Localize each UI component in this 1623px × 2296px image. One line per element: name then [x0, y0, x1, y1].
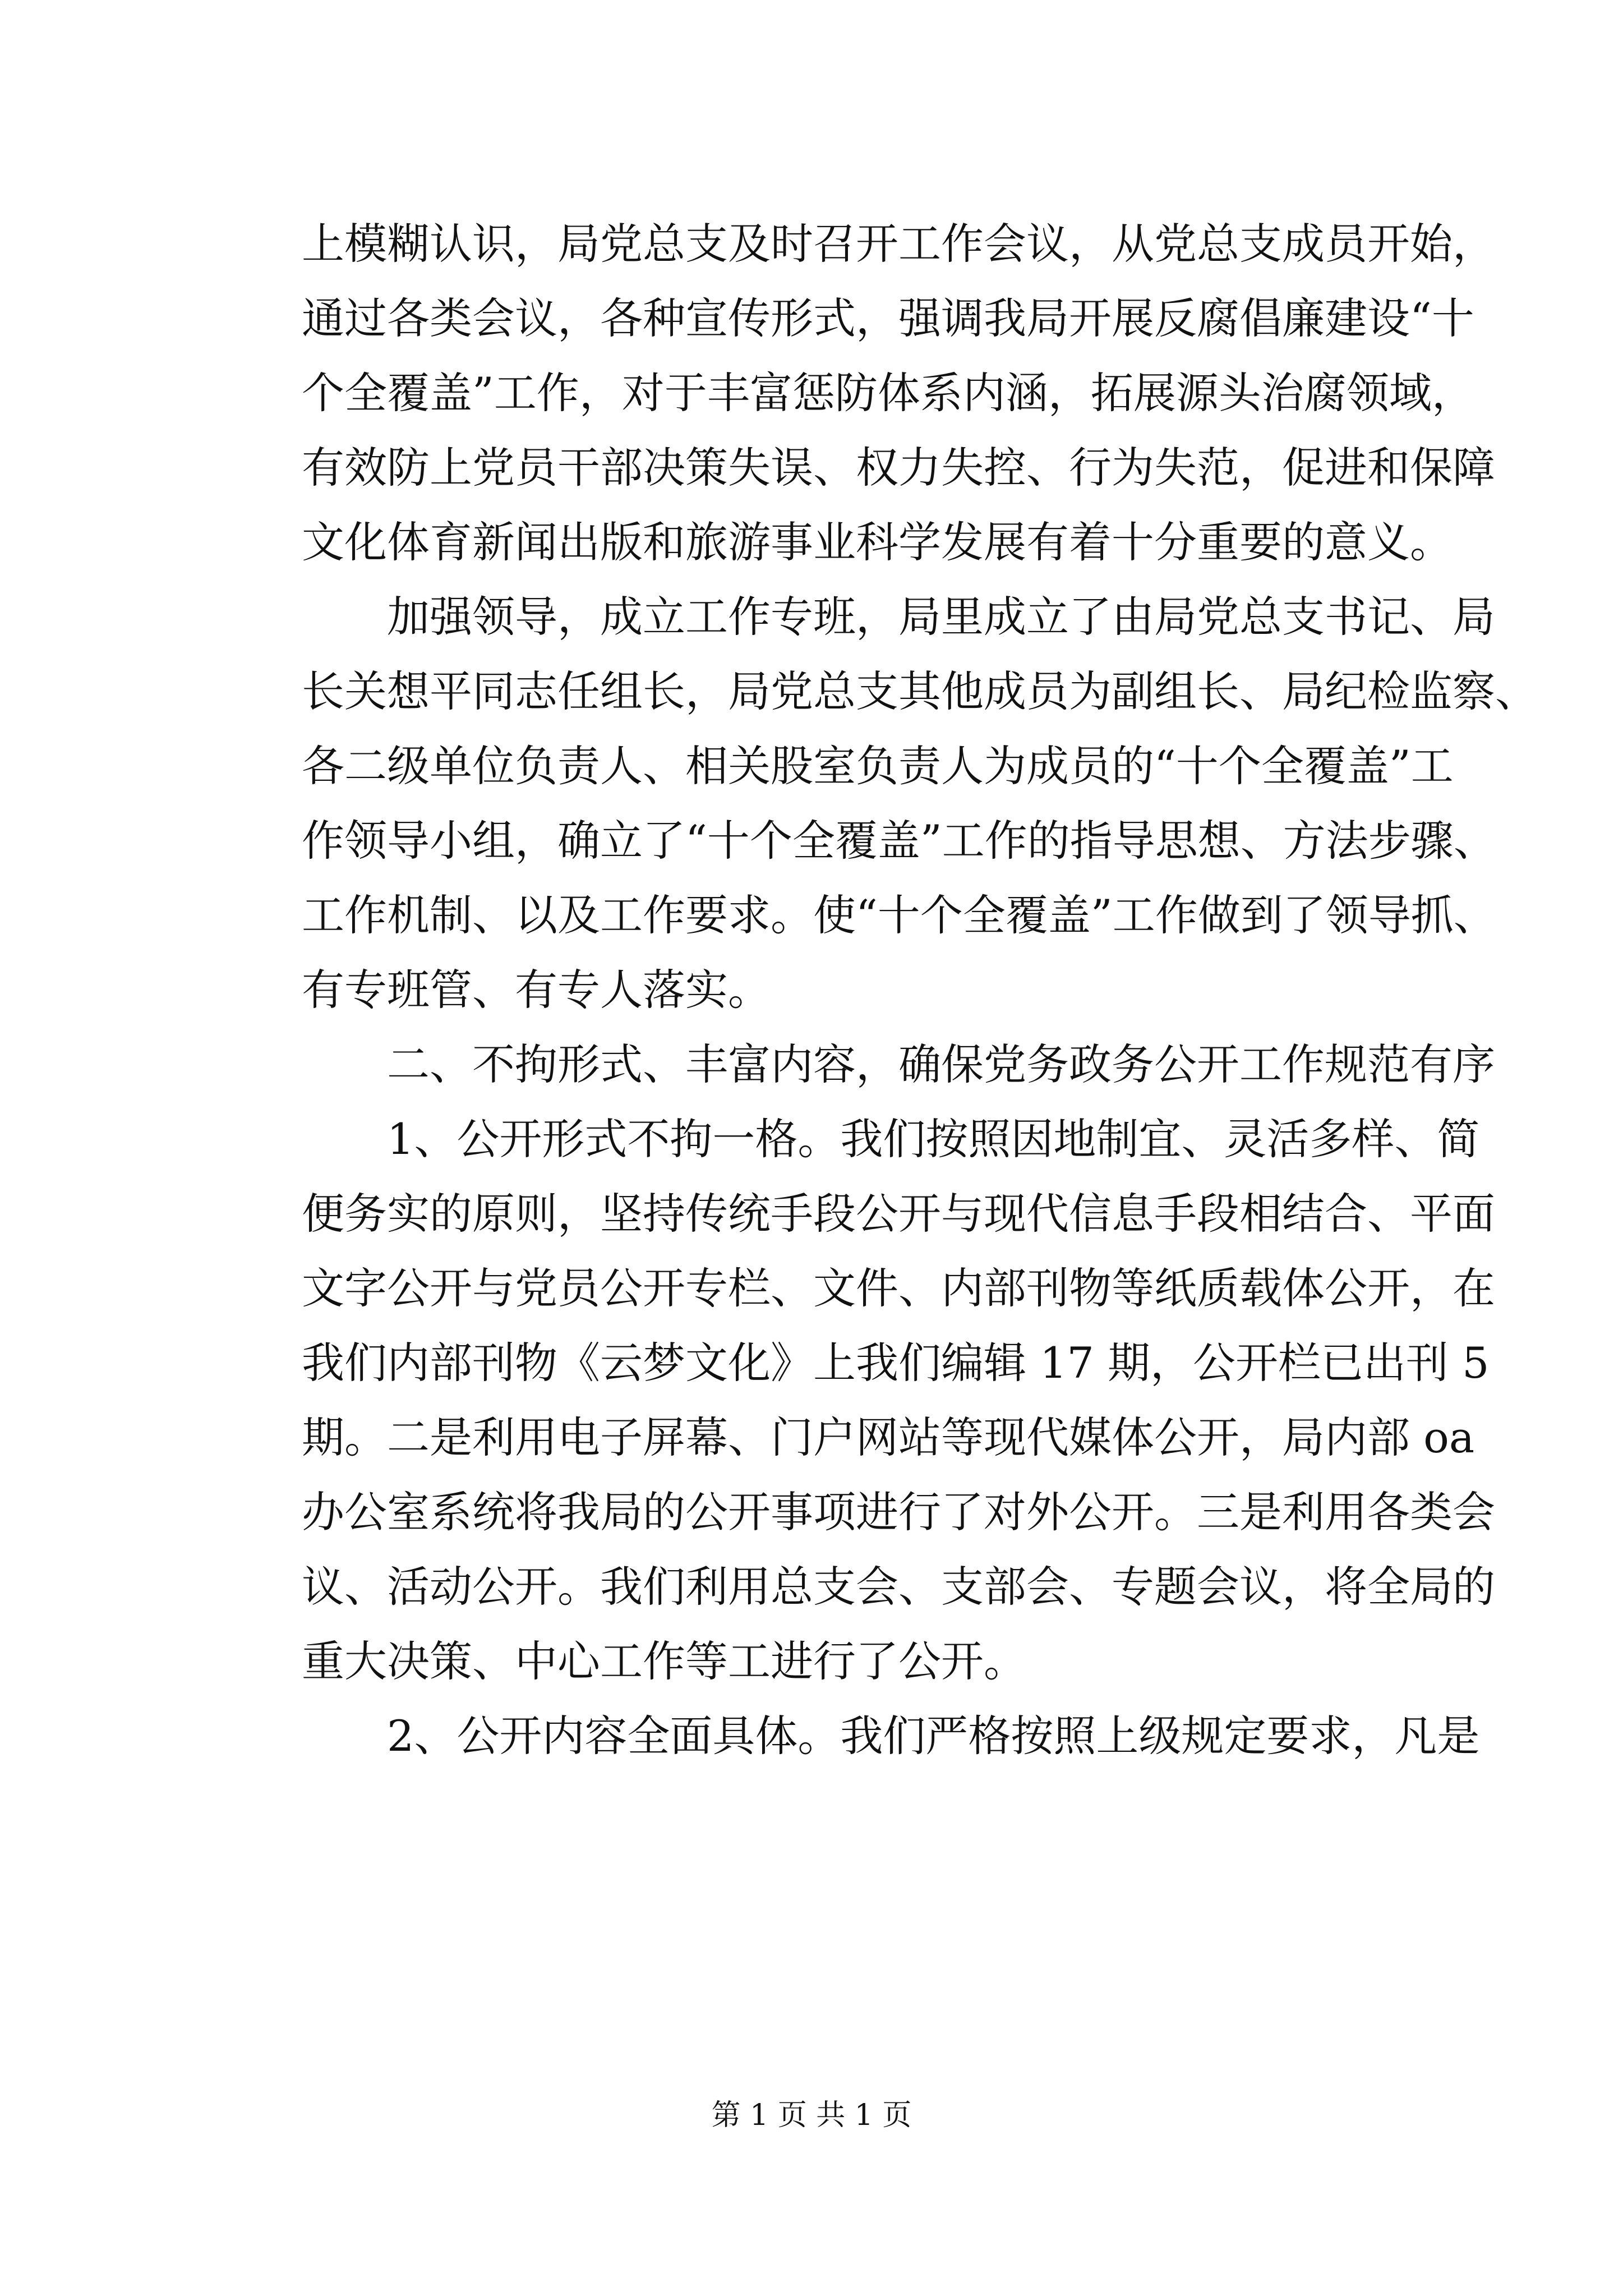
text-line: 我们内部刊物《云梦文化》上我们编辑 17 期，公开栏已出刊 5 [302, 1338, 1490, 1388]
section-heading: 二、不拘形式、丰富内容，确保党务政务公开工作规范有序 [302, 1039, 1495, 1089]
text-line: 作领导小组，确立了“十个全覆盖”工作的指导思想、方法步骤、 [302, 816, 1496, 866]
text-line: 工作机制、以及工作要求。使“十个全覆盖”工作做到了领导抓、 [302, 890, 1496, 940]
text-line: 通过各类会议，各种宣传形式，强调我局开展反腐倡廉建设“十 [302, 293, 1474, 343]
text-line: 加强领导，成立工作专班，局里成立了由局党总支书记、局 [302, 592, 1495, 642]
text-line: 各二级单位负责人、相关股室负责人为成员的“十个全覆盖”工 [302, 741, 1454, 791]
text-line: 办公室系统将我局的公开事项进行了对外公开。三是利用各类会 [302, 1487, 1495, 1537]
page-footer: 第 1 页 共 1 页 [711, 2099, 912, 2132]
text-line: 个全覆盖”工作，对于丰富惩防体系内涵，拓展源头治腐领域， [302, 368, 1474, 418]
text-line: 文字公开与党员公开专栏、文件、内部刊物等纸质载体公开，在 [302, 1263, 1495, 1313]
text-line: 议、活动公开。我们利用总支会、支部会、专题会议，将全局的 [302, 1562, 1495, 1612]
document-body [302, 206, 1538, 1773]
text-line: 2、公开内容全面具体。我们严格按照上级规定要求，凡是 [302, 1711, 1480, 1761]
text-line: 重大决策、中心工作等工进行了公开。 [302, 1636, 1026, 1686]
text-line: 1、公开形式不拘一格。我们按照因地制宜、灵活多样、简 [302, 1114, 1480, 1164]
text-line: 期。二是利用电子屏幕、门户网站等现代媒体公开，局内部 oa [302, 1412, 1475, 1462]
text-line: 长关想平同志任组长，局党总支其他成员为副组长、局纪检监察、 [302, 666, 1538, 716]
text-line: 便务实的原则，坚持传统手段公开与现代信息手段相结合、平面 [302, 1189, 1495, 1239]
text-line: 有专班管、有专人落实。 [302, 965, 771, 1015]
text-line: 有效防上党员干部决策失误、权力失控、行为失范，促进和保障 [302, 443, 1495, 493]
text-line: 上模糊认识，局党总支及时召开工作会议，从党总支成员开始， [302, 219, 1495, 269]
text-line: 文化体育新闻出版和旅游事业科学发展有着十分重要的意义。 [302, 517, 1453, 567]
